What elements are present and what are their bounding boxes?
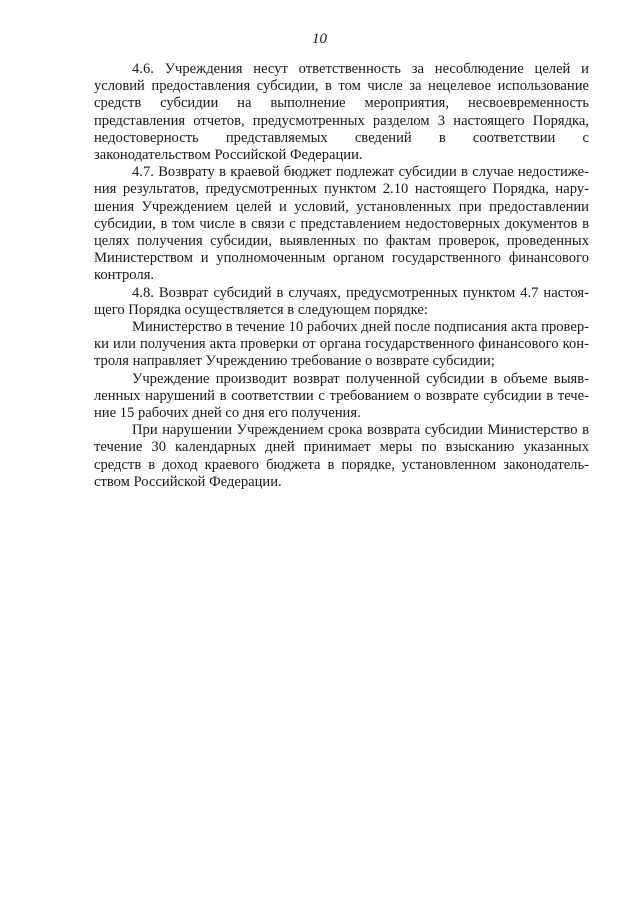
paragraph-4-8: 4.8. Возврат субсидий в случаях, предусмотренных пунктом 4.7 настоящего Порядка осуществляется в следующем порядке: [94, 284, 589, 318]
page-number: 10 [312, 31, 327, 47]
paragraph-ministry-procedure: Министерство в течение 10 рабочих дней после подписания акта проверки или получения акта проверки от органа государственного финансового контроля направляет Учреждению требование о возврате субсидии; [94, 319, 589, 370]
paragraph-violation-recovery: При нарушении Учреждением срока возврата субсидии Министерство в течение 30 календарных дней принимает меры по взысканию указанных средств в доход краевого бюджета в порядке, установленном законодательством Российской Федерации. [94, 422, 589, 490]
paragraph-4-7: 4.7. Возврату в краевой бюджет подлежат субсидии в случае недостижения результатов, предусмотренных пунктом 2.10 настоящего Порядка, нарушения Учреждением целей и условий, установленных при предоставлении субсидии, в том числе в связи с представлением недостоверных документов в целях получения субсидии, выявленных по фактам проверок, проведенных Министерством и уполномоченным органом государственного финансового контроля. [94, 164, 589, 284]
document-body [94, 61, 589, 491]
paragraph-4-6: 4.6. Учреждения несут ответственность за несоблюдение целей и условий предоставления субсидии, в том числе за нецелевое использование средств субсидии на выполнение мероприятия, несвоевременность представления отчетов, предусмотренных разделом 3 настоящего Порядка, недостоверность представляемых сведений в соответствии с законодательством Российской Федерации. [94, 61, 589, 164]
paragraph-institution-refund: Учреждение производит возврат полученной субсидии в объеме выявленных нарушений в соответствии с требованием о возврате субсидии в течение 15 рабочих дней со дня его получения. [94, 370, 589, 422]
